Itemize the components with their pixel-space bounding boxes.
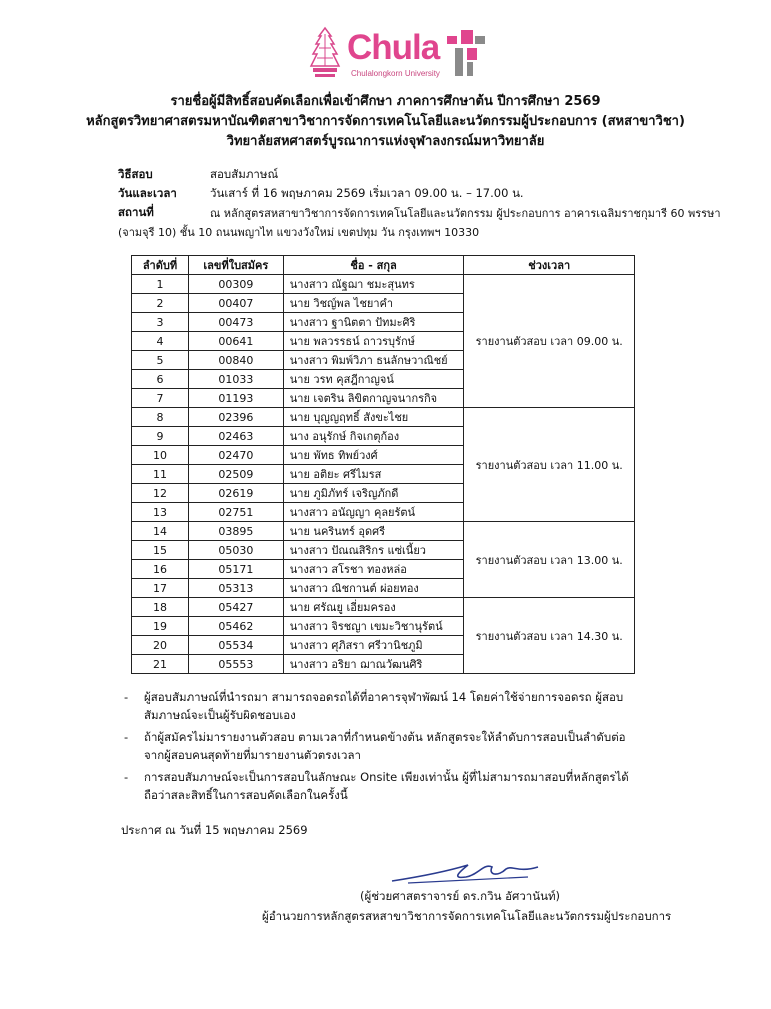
cell-name: นางสาว อริยา ฌาณวัฒนศิริ: [283, 655, 464, 674]
cell-application: 01033: [188, 370, 283, 389]
cell-application: 02619: [188, 484, 283, 503]
title-line-2: หลักสูตรวิทยาศาสตรมหาบัณฑิตสาขาวิชาการจัดการเทคโนโลยีและนวัตกรรมผู้ประกอบการ (สหสาขาวิชา): [86, 114, 685, 129]
table-row: [132, 598, 635, 617]
cell-application: 00641: [188, 332, 283, 351]
cell-name: นางสาว ณิชกานต์ ผ่อยทอง: [283, 579, 464, 598]
cell-name: นาย ภูมิภัทร์ เจริญภักดี: [283, 484, 464, 503]
chula-logo: [307, 26, 497, 84]
announcement-date: ประกาศ ณ วันที่ 15 พฤษภาคม 2569: [121, 823, 308, 837]
cell-name: นางสาว ศุภิสรา ศรีวานิชภูมิ: [283, 636, 464, 655]
bullet-dash: -: [124, 690, 129, 704]
cell-application: 05534: [188, 636, 283, 655]
cell-name: นาง อนุรักษ์ กิจเกตุก้อง: [283, 427, 464, 446]
cell-no: 16: [132, 560, 189, 579]
cell-application: 01193: [188, 389, 283, 408]
col-header-timeslot: ช่วงเวลา: [464, 256, 635, 275]
cell-application: 00473: [188, 313, 283, 332]
cell-no: 6: [132, 370, 189, 389]
cell-timeslot: รายงานตัวสอบ เวลา 14.30 น.: [464, 598, 635, 674]
logo-subtext: Chulalongkorn University: [351, 69, 440, 78]
cell-application: 02470: [188, 446, 283, 465]
cell-application: 05313: [188, 579, 283, 598]
cell-no: 8: [132, 408, 189, 427]
cell-application: 00309: [188, 275, 283, 294]
note-item: - ผู้สอบสัมภาษณ์ที่นำรถมา สามารถจอดรถได้ที่อาคารจุฬาพัฒน์ 14 โดยค่าใช้จ่ายการจอดรถ ผู้สอบสัมภาษณ์จะเป็นผู้รับผิดชอบเอง: [124, 690, 624, 722]
cell-name: นางสาว อนัญญา คุลยรัตน์: [283, 503, 464, 522]
cell-no: 5: [132, 351, 189, 370]
cell-application: 02751: [188, 503, 283, 522]
cell-name: นาย ศรัณยู เอี่ยมครอง: [283, 598, 464, 617]
cell-no: 4: [132, 332, 189, 351]
place-value-cont: (จามจุรี 10) ชั้น 10 ถนนพญาไท แขวงวังใหม่ เขตปทุม วัน กรุงเทพฯ 10330: [118, 226, 480, 239]
cell-name: นาย วิชญ์พล ไชยาคำ: [283, 294, 464, 313]
cell-name: นาย นครินทร์ อุดศรี: [283, 522, 464, 541]
table-header-row: [132, 256, 635, 275]
cell-application: 05171: [188, 560, 283, 579]
cell-no: 17: [132, 579, 189, 598]
method-label: วิธีสอบ: [118, 167, 153, 181]
cell-name: นาย เจตริน ลิขิตกาญจนากรกิจ: [283, 389, 464, 408]
cell-no: 11: [132, 465, 189, 484]
cell-name: นางสาว ฐานิตตา ปัทมะศิริ: [283, 313, 464, 332]
crest-icon: [307, 26, 343, 82]
cell-application: 05030: [188, 541, 283, 560]
cell-name: นางสาว สโรชา ทองหล่อ: [283, 560, 464, 579]
cell-name: นาย อติยะ ศรีไมรส: [283, 465, 464, 484]
cell-no: 9: [132, 427, 189, 446]
candidate-table: [131, 255, 635, 674]
cell-application: 03895: [188, 522, 283, 541]
cell-no: 7: [132, 389, 189, 408]
cell-timeslot: รายงานตัวสอบ เวลา 13.00 น.: [464, 522, 635, 598]
table-row: [132, 522, 635, 541]
cell-no: 3: [132, 313, 189, 332]
col-header-name: ชื่อ - สกุล: [283, 256, 464, 275]
cell-name: นาย วรท คุสฎีกาญจน์: [283, 370, 464, 389]
cell-application: 05427: [188, 598, 283, 617]
cell-name: นาย พัทธ ทิพย์วงศ์: [283, 446, 464, 465]
place-label: สถานที่: [118, 205, 154, 219]
title-line-1: รายชื่อผู้มีสิทธิ์สอบคัดเลือกเพื่อเข้าศึกษา ภาคการศึกษาต้น ปีการศึกษา 2569: [170, 94, 601, 109]
cell-name: นาย พลวรรธน์ ถาวรบุรักษ์: [283, 332, 464, 351]
cell-application: 00840: [188, 351, 283, 370]
cell-name: นางสาว ปัณณสิริกร แซ่เนี้ยว: [283, 541, 464, 560]
signature-image: [388, 855, 548, 889]
college-mark-icon: [445, 30, 489, 78]
table-row: [132, 275, 635, 294]
cell-application: 02509: [188, 465, 283, 484]
col-header-application: เลขที่ใบสมัคร: [188, 256, 283, 275]
cell-application: 05462: [188, 617, 283, 636]
note-item: - การสอบสัมภาษณ์จะเป็นการสอบในลักษณะ Onsite เพียงเท่านั้น ผู้ที่ไม่สามารถมาสอบที่หลักสูตรได้ ถือว่าสละสิทธิ์ในการสอบคัดเลือกในครั้งนี้: [124, 770, 629, 802]
signer-name: (ผู้ช่วยศาสตราจารย์ ดร.กวิน อัศวานันท์): [360, 889, 561, 903]
date-value: วันเสาร์ ที่ 16 พฤษภาคม 2569 เริ่มเวลา 09.00 น. – 17.00 น.: [210, 186, 524, 200]
bullet-dash: -: [124, 730, 129, 744]
title-line-3: วิทยาลัยสหศาสตร์บูรณาการแห่งจุฬาลงกรณ์มหาวิทยาลัย: [226, 134, 545, 149]
signer-position: ผู้อำนวยการหลักสูตรสหสาขาวิชาการจัดการเทคโนโลยีและนวัตกรรมผู้ประกอบการ: [262, 909, 672, 923]
cell-application: 02396: [188, 408, 283, 427]
cell-no: 13: [132, 503, 189, 522]
cell-no: 20: [132, 636, 189, 655]
table-row: [132, 408, 635, 427]
cell-no: 21: [132, 655, 189, 674]
cell-no: 19: [132, 617, 189, 636]
col-header-no: ลำดับที่: [132, 256, 189, 275]
notes-list: [124, 688, 644, 808]
cell-name: นางสาว จิรชญา เขมะวิชานุรัตน์: [283, 617, 464, 636]
method-value: สอบสัมภาษณ์: [210, 167, 279, 181]
cell-no: 14: [132, 522, 189, 541]
cell-timeslot: รายงานตัวสอบ เวลา 11.00 น.: [464, 408, 635, 522]
cell-application: 02463: [188, 427, 283, 446]
cell-no: 10: [132, 446, 189, 465]
cell-application: 00407: [188, 294, 283, 313]
date-label: วันและเวลา: [118, 186, 177, 200]
cell-name: นางสาว ณัฐฌา ชมะสุนทร: [283, 275, 464, 294]
cell-no: 18: [132, 598, 189, 617]
cell-no: 2: [132, 294, 189, 313]
cell-no: 12: [132, 484, 189, 503]
note-item: - ถ้าผู้สมัครไม่มารายงานตัวสอบ ตามเวลาที่กำหนดข้างต้น หลักสูตรจะให้ลำดับการสอบเป็นลำดับต่อจากผู้สอบคนสุดท้ายที่มารายงานตัวตรงเวลา: [124, 730, 626, 762]
cell-application: 05553: [188, 655, 283, 674]
cell-no: 1: [132, 275, 189, 294]
logo-wordmark: Chula: [347, 28, 440, 67]
cell-timeslot: รายงานตัวสอบ เวลา 09.00 น.: [464, 275, 635, 408]
cell-name: นางสาว พิมพ์วิภา ธนลักษวาณิชย์: [283, 351, 464, 370]
bullet-dash: -: [124, 770, 129, 784]
place-value: ณ หลักสูตรสหสาขาวิชาการจัดการเทคโนโลยีและนวัตกรรม ผู้ประกอบการ อาคารเฉลิมราชกุมารี 60 พรรษา: [210, 207, 721, 220]
cell-name: นาย บุญญฤทธิ์ สังขะไชย: [283, 408, 464, 427]
cell-no: 15: [132, 541, 189, 560]
